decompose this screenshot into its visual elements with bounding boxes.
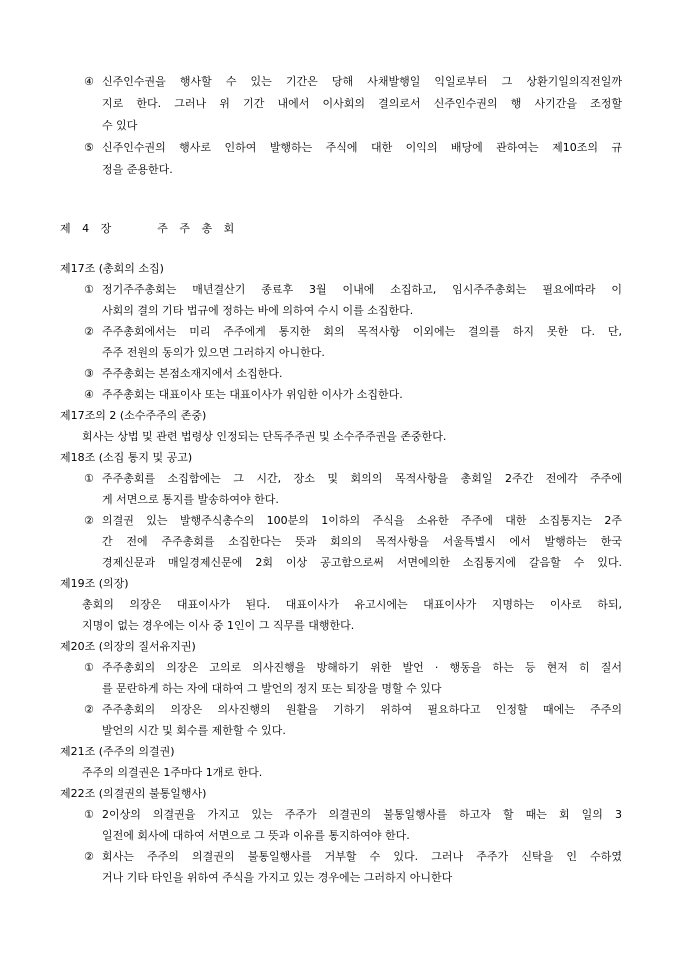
article-body: 회사는 상법 및 관련 법령상 인정되는 단독주주권 및 소수주주권을 존중한다.: [82, 430, 447, 443]
clause-text: 정기주주총회는 매년결산기 종료후 3월 이내에 소집하고, 임시주주총회는 필요에따라 이: [102, 283, 622, 296]
clause-marker: ②: [84, 325, 94, 338]
article-title: 제19조 (의장): [60, 577, 129, 590]
clause-text: 발언의 시간 및 회수를 제한할 수 있다.: [102, 724, 286, 737]
clause-marker: ①: [84, 283, 94, 296]
clause-text: 를 문란하게 하는 자에 대하여 그 발언의 정지 또는 퇴장을 명할 수 있다: [102, 682, 442, 695]
article-title: 제20조 (의장의 질서유지권): [60, 640, 196, 653]
clause-text: 주주 전원의 동의가 있으면 그러하지 아니한다.: [102, 346, 325, 359]
clause-text: 사회의 결의 기타 법규에 정하는 바에 의하여 수시 이를 소집한다.: [102, 304, 414, 317]
clause-text: 주주총회는 대표이사 또는 대표이사가 위임한 이사가 소집한다.: [102, 388, 403, 401]
article-body: 지명이 없는 경우에는 이사 중 1인이 그 직무를 대행한다.: [82, 619, 355, 632]
clause-marker: ①: [84, 661, 94, 674]
clause-marker: ③: [84, 367, 94, 380]
article-title: 제18조 (소집 통지 및 공고): [60, 451, 193, 464]
article-title: 제17조 (총회의 소집): [60, 262, 164, 275]
clause-text: 신주인수권의 행사로 인하여 발행하는 주식에 대한 이익의 배당에 관하여는 제10조의 규: [102, 141, 622, 154]
clause-marker: ①: [84, 472, 94, 485]
clause-text: 경제신문과 매일경제신문에 2회 이상 공고함으로써 서면에의한 소집통지에 갈음할 수 있다.: [102, 556, 622, 569]
clause-text: 의결권 있는 발행주식총수의 100분의 1이하의 주식을 소유한 주주에 대한 소집통지는 2주: [102, 514, 622, 527]
article-title: 제17조의 2 (소수주주의 존중): [60, 409, 207, 422]
clause-text: 주주총회를 소집함에는 그 시간, 장소 및 회의의 목적사항을 총회일 2주간 전에각 주주에: [102, 472, 622, 485]
chapter-heading: 제 4 장 주 주 총 회: [60, 222, 235, 235]
clause-text: 신주인수권을 행사할 수 있는 기간은 당해 사채발행일 익일로부터 그 상환기일의직전일까: [102, 75, 622, 88]
clause-marker: ④: [84, 75, 94, 88]
clause-marker: ②: [84, 514, 94, 527]
clause-marker: ②: [84, 703, 94, 716]
clause-text: 일전에 회사에 대하여 서면으로 그 뜻과 이유를 통지하여야 한다.: [102, 829, 410, 842]
article-body: 주주의 의결권은 1주마다 1개로 한다.: [82, 766, 263, 779]
clause-text: 지로 한다. 그러나 위 기간 내에서 이사회의 결의로서 신주인수권의 행 사기간을 조정할: [102, 97, 622, 110]
article-title: 제22조 (의결권의 불통일행사): [60, 787, 207, 800]
clause-text: 거나 기타 타인을 위하여 주식을 가지고 있는 경우에는 그러하지 아니한다: [102, 871, 453, 884]
clause-text: 정을 준용한다.: [102, 163, 173, 176]
article-title: 제21조 (주주의 의결권): [60, 745, 175, 758]
clause-marker: ⑤: [84, 141, 94, 154]
clause-text: 주주총회의 의장은 의사진행의 원활을 기하기 위하여 필요하다고 인정할 때에는 주주의: [102, 703, 622, 716]
clause-text: 수 있다: [102, 119, 138, 132]
clause-text: 주주총회는 본점소재지에서 소집한다.: [102, 367, 283, 380]
clause-text: 주주총회에서는 미리 주주에게 통지한 회의 목적사항 이외에는 결의를 하지 못한 다. 단,: [102, 325, 622, 338]
clause-text: 2이상의 의결권을 가지고 있는 주주가 의결권의 불통일행사를 하고자 할 때는 회 일의 3: [102, 808, 622, 821]
clause-text: 게 서면으로 통지를 발송하여야 한다.: [102, 493, 279, 506]
clause-text: 간 전에 주주총회를 소집한다는 뜻과 회의의 목적사항을 서울특별시 에서 발행하는 한국: [102, 535, 622, 548]
clause-marker: ④: [84, 388, 94, 401]
clause-marker: ②: [84, 850, 94, 863]
article-body: 총회의 의장은 대표이사가 된다. 대표이사가 유고시에는 대표이사가 지명하는 이사로 하되,: [82, 598, 622, 611]
clause-text: 회사는 주주의 의결권의 불통일행사를 거부할 수 있다. 그러나 주주가 신탁을 인 수하였: [102, 850, 622, 863]
clause-text: 주주총회의 의장은 고의로 의사진행을 방해하기 위한 발언 · 행동을 하는 등 현저 히 질서: [102, 661, 622, 674]
clause-marker: ①: [84, 808, 94, 821]
